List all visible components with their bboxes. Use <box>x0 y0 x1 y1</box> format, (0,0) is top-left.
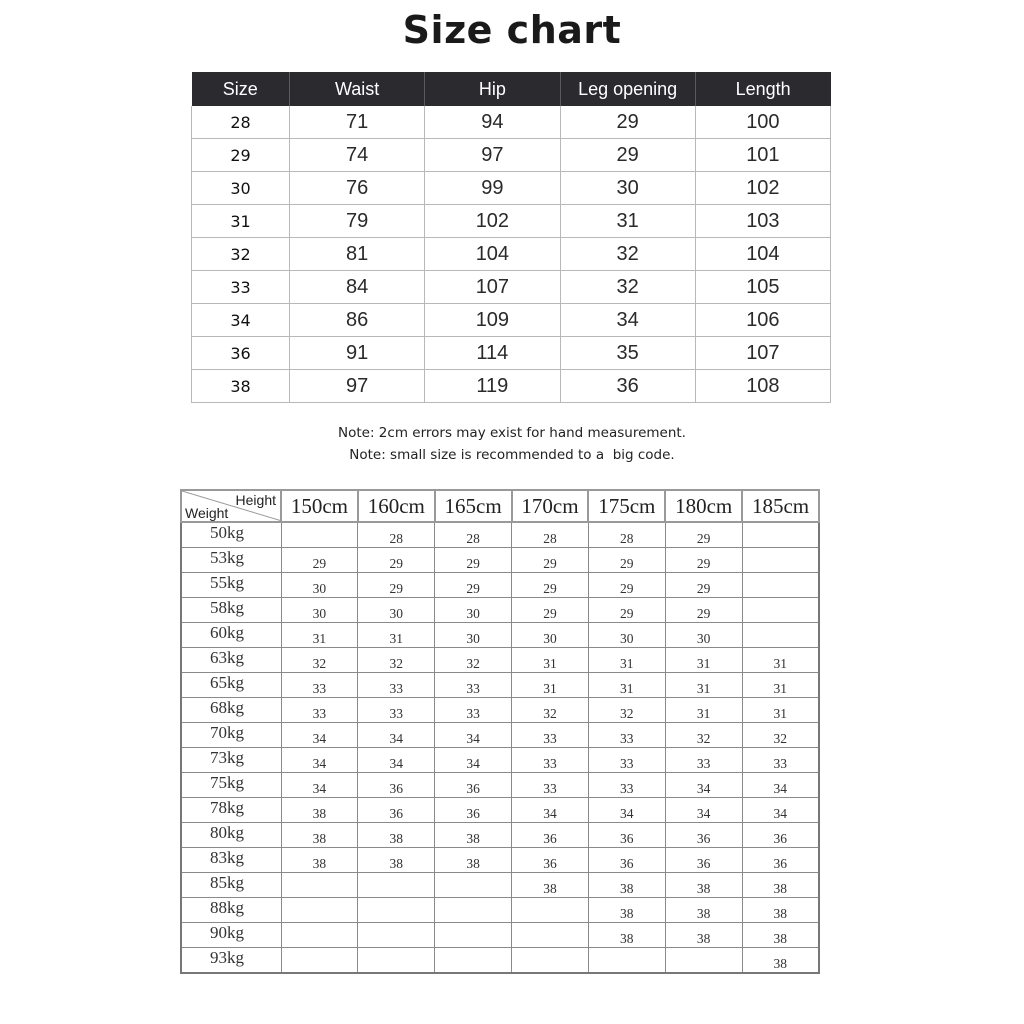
weight-row <box>181 548 819 573</box>
size-cell: 31 <box>192 205 290 238</box>
measurement-cell: 109 <box>425 304 560 337</box>
corner-cell <box>181 490 281 522</box>
measurement-cell: 74 <box>290 139 425 172</box>
measurement-cell: 31 <box>560 205 695 238</box>
height-header-160cm: 160cm <box>358 490 435 522</box>
recommended-size-cell <box>512 923 589 948</box>
recommended-size-cell: 29 <box>358 548 435 573</box>
recommended-size-cell: 38 <box>435 848 512 873</box>
measurement-cell: 99 <box>425 172 560 205</box>
weight-label: 68kg <box>181 698 281 723</box>
header-waist: Waist <box>290 72 425 106</box>
recommended-size-cell: 36 <box>358 773 435 798</box>
recommended-size-cell: 33 <box>435 673 512 698</box>
measurement-cell: 107 <box>695 337 830 370</box>
recommended-size-cell: 31 <box>588 648 665 673</box>
recommended-size-cell: 38 <box>742 948 819 974</box>
recommended-size-cell <box>588 948 665 974</box>
recommended-size-cell: 36 <box>665 823 742 848</box>
recommended-size-cell: 32 <box>665 723 742 748</box>
measurement-cell: 119 <box>425 370 560 403</box>
recommended-size-cell: 34 <box>742 798 819 823</box>
measurement-cell: 103 <box>695 205 830 238</box>
recommended-size-cell: 36 <box>742 823 819 848</box>
height-header-185cm: 185cm <box>742 490 819 522</box>
recommended-size-cell: 28 <box>512 522 589 548</box>
weight-row <box>181 723 819 748</box>
recommended-size-cell: 30 <box>435 598 512 623</box>
measurement-cell: 29 <box>560 139 695 172</box>
recommended-size-cell: 38 <box>588 898 665 923</box>
recommended-size-cell: 36 <box>665 848 742 873</box>
size-cell: 36 <box>192 337 290 370</box>
recommended-size-cell <box>435 898 512 923</box>
height-axis-label: Height <box>235 492 276 508</box>
weight-label: 65kg <box>181 673 281 698</box>
weight-row <box>181 848 819 873</box>
height-header-row <box>181 490 819 522</box>
recommended-size-cell: 38 <box>588 923 665 948</box>
recommended-size-cell <box>281 898 358 923</box>
page-title: Size chart <box>402 8 622 52</box>
weight-label: 55kg <box>181 573 281 598</box>
weight-label: 90kg <box>181 923 281 948</box>
recommended-size-cell: 32 <box>742 723 819 748</box>
recommended-size-cell: 30 <box>435 623 512 648</box>
recommended-size-cell: 30 <box>281 573 358 598</box>
weight-row <box>181 522 819 548</box>
recommended-size-cell: 32 <box>512 698 589 723</box>
recommended-size-cell: 38 <box>281 798 358 823</box>
recommended-size-cell <box>512 948 589 974</box>
recommended-size-cell: 36 <box>588 848 665 873</box>
recommended-size-cell: 36 <box>435 773 512 798</box>
weight-label: 53kg <box>181 548 281 573</box>
recommended-size-cell <box>358 873 435 898</box>
size-row <box>192 304 831 337</box>
recommended-size-cell: 30 <box>588 623 665 648</box>
recommended-size-cell: 29 <box>588 548 665 573</box>
recommended-size-cell <box>665 948 742 974</box>
size-cell: 38 <box>192 370 290 403</box>
recommended-size-cell <box>742 623 819 648</box>
recommended-size-cell: 30 <box>281 598 358 623</box>
size-cell: 33 <box>192 271 290 304</box>
weight-row <box>181 748 819 773</box>
weight-label: 70kg <box>181 723 281 748</box>
size-cell: 32 <box>192 238 290 271</box>
weight-label: 85kg <box>181 873 281 898</box>
recommended-size-cell: 32 <box>588 698 665 723</box>
measurement-cell: 104 <box>695 238 830 271</box>
recommended-size-cell: 34 <box>512 798 589 823</box>
recommended-size-cell: 38 <box>742 923 819 948</box>
recommended-size-cell: 30 <box>512 623 589 648</box>
recommended-size-cell: 28 <box>358 522 435 548</box>
recommended-size-cell: 33 <box>358 673 435 698</box>
recommended-size-cell <box>358 923 435 948</box>
size-cell: 29 <box>192 139 290 172</box>
measurement-cell: 106 <box>695 304 830 337</box>
recommended-size-cell: 29 <box>358 573 435 598</box>
size-row <box>192 106 831 139</box>
recommended-size-cell <box>358 898 435 923</box>
weight-label: 80kg <box>181 823 281 848</box>
weight-axis-label: Weight <box>185 505 229 521</box>
weight-label: 93kg <box>181 948 281 974</box>
size-row <box>192 139 831 172</box>
recommended-size-cell: 30 <box>665 623 742 648</box>
measurement-cell: 91 <box>290 337 425 370</box>
measurement-cell: 36 <box>560 370 695 403</box>
measurement-cell: 97 <box>290 370 425 403</box>
recommended-size-cell: 36 <box>512 848 589 873</box>
weight-rows <box>181 522 819 973</box>
recommended-size-cell: 28 <box>435 522 512 548</box>
weight-row <box>181 923 819 948</box>
recommended-size-cell: 34 <box>665 798 742 823</box>
measurement-cell: 94 <box>425 106 560 139</box>
recommended-size-cell: 31 <box>742 673 819 698</box>
recommended-size-cell: 33 <box>665 748 742 773</box>
measurement-cell: 32 <box>560 238 695 271</box>
size-table-header-row <box>192 72 831 106</box>
weight-row <box>181 673 819 698</box>
recommended-size-cell: 38 <box>358 823 435 848</box>
measurement-cell: 35 <box>560 337 695 370</box>
recommended-size-cell <box>742 522 819 548</box>
recommended-size-cell <box>281 522 358 548</box>
recommended-size-cell <box>742 548 819 573</box>
weight-row <box>181 648 819 673</box>
recommended-size-cell <box>281 923 358 948</box>
size-table-body <box>192 106 831 403</box>
recommended-size-cell <box>435 873 512 898</box>
recommended-size-cell: 29 <box>512 573 589 598</box>
recommended-size-cell: 31 <box>588 673 665 698</box>
measurement-cell: 32 <box>560 271 695 304</box>
recommended-size-cell: 38 <box>742 898 819 923</box>
recommended-size-cell: 34 <box>435 723 512 748</box>
recommended-size-cell <box>435 923 512 948</box>
notes <box>0 422 1024 466</box>
recommended-size-cell: 33 <box>358 698 435 723</box>
recommended-size-cell: 38 <box>742 873 819 898</box>
recommended-size-cell: 38 <box>665 873 742 898</box>
weight-row <box>181 948 819 974</box>
recommended-size-cell <box>742 573 819 598</box>
measurement-cell: 101 <box>695 139 830 172</box>
recommended-size-cell: 34 <box>588 798 665 823</box>
size-row <box>192 370 831 403</box>
recommended-size-cell: 38 <box>588 873 665 898</box>
recommended-size-cell: 31 <box>512 673 589 698</box>
recommended-size-cell: 34 <box>435 748 512 773</box>
recommended-size-cell: 38 <box>512 873 589 898</box>
header-length: Length <box>695 72 830 106</box>
recommended-size-cell: 33 <box>512 773 589 798</box>
measurement-cell: 86 <box>290 304 425 337</box>
recommended-size-cell <box>281 873 358 898</box>
recommended-size-cell: 34 <box>358 723 435 748</box>
recommended-size-cell: 32 <box>358 648 435 673</box>
recommended-size-cell: 36 <box>742 848 819 873</box>
weight-row <box>181 798 819 823</box>
recommended-size-cell: 34 <box>281 748 358 773</box>
measurement-cell: 97 <box>425 139 560 172</box>
size-measurement-table <box>191 72 831 403</box>
recommended-size-cell: 36 <box>512 823 589 848</box>
measurement-cell: 81 <box>290 238 425 271</box>
weight-row <box>181 598 819 623</box>
weight-label: 50kg <box>181 522 281 548</box>
weight-row <box>181 898 819 923</box>
header-hip: Hip <box>425 72 560 106</box>
recommended-size-cell: 33 <box>512 748 589 773</box>
weight-label: 78kg <box>181 798 281 823</box>
recommended-size-cell: 31 <box>742 648 819 673</box>
measurement-cell: 79 <box>290 205 425 238</box>
measurement-cell: 34 <box>560 304 695 337</box>
recommended-size-cell: 38 <box>665 923 742 948</box>
size-row <box>192 337 831 370</box>
measurement-cell: 107 <box>425 271 560 304</box>
measurement-cell: 29 <box>560 106 695 139</box>
weight-row <box>181 873 819 898</box>
height-header-175cm: 175cm <box>588 490 665 522</box>
recommended-size-cell: 28 <box>588 522 665 548</box>
weight-label: 73kg <box>181 748 281 773</box>
recommended-size-cell: 31 <box>281 623 358 648</box>
recommended-size-cell: 29 <box>665 548 742 573</box>
weight-row <box>181 698 819 723</box>
height-header-170cm: 170cm <box>512 490 589 522</box>
header-size: Size <box>192 72 290 106</box>
recommended-size-cell: 31 <box>358 623 435 648</box>
recommended-size-cell: 29 <box>512 598 589 623</box>
measurement-cell: 114 <box>425 337 560 370</box>
recommended-size-cell: 38 <box>281 823 358 848</box>
measurement-cell: 104 <box>425 238 560 271</box>
recommended-size-cell: 33 <box>588 748 665 773</box>
recommended-size-cell: 31 <box>742 698 819 723</box>
weight-row <box>181 823 819 848</box>
measurement-cell: 30 <box>560 172 695 205</box>
recommended-size-cell: 29 <box>588 598 665 623</box>
measurement-cell: 105 <box>695 271 830 304</box>
recommended-size-cell: 33 <box>512 723 589 748</box>
size-cell: 28 <box>192 106 290 139</box>
recommended-size-cell: 31 <box>665 648 742 673</box>
size-row <box>192 172 831 205</box>
recommended-size-cell: 38 <box>358 848 435 873</box>
recommended-size-cell: 33 <box>281 673 358 698</box>
height-weight-size-table <box>180 489 820 974</box>
measurement-cell: 76 <box>290 172 425 205</box>
measurement-cell: 102 <box>695 172 830 205</box>
recommended-size-cell <box>742 598 819 623</box>
recommended-size-cell: 32 <box>435 648 512 673</box>
weight-label: 75kg <box>181 773 281 798</box>
size-row <box>192 205 831 238</box>
recommended-size-cell: 29 <box>512 548 589 573</box>
measurement-cell: 102 <box>425 205 560 238</box>
recommended-size-cell: 29 <box>435 548 512 573</box>
recommended-size-cell: 36 <box>358 798 435 823</box>
weight-row <box>181 623 819 648</box>
recommended-size-cell: 38 <box>665 898 742 923</box>
recommended-size-cell: 33 <box>588 723 665 748</box>
note-size-recommendation: Note: small size is recommended to a big code. <box>349 447 675 463</box>
height-header-165cm: 165cm <box>435 490 512 522</box>
measurement-cell: 84 <box>290 271 425 304</box>
recommended-size-cell: 29 <box>665 522 742 548</box>
recommended-size-cell: 29 <box>665 598 742 623</box>
recommended-size-cell: 29 <box>435 573 512 598</box>
weight-label: 58kg <box>181 598 281 623</box>
recommended-size-cell: 33 <box>588 773 665 798</box>
recommended-size-cell: 29 <box>588 573 665 598</box>
recommended-size-cell: 31 <box>512 648 589 673</box>
note-hand-measurement: Note: 2cm errors may exist for hand measurement. <box>338 425 686 441</box>
size-row <box>192 271 831 304</box>
recommended-size-cell: 38 <box>435 823 512 848</box>
measurement-cell: 100 <box>695 106 830 139</box>
size-row <box>192 238 831 271</box>
recommended-size-cell <box>281 948 358 974</box>
recommended-size-cell: 31 <box>665 698 742 723</box>
weight-label: 83kg <box>181 848 281 873</box>
height-header-150cm: 150cm <box>281 490 358 522</box>
recommended-size-cell: 30 <box>358 598 435 623</box>
recommended-size-cell: 32 <box>281 648 358 673</box>
weight-row <box>181 773 819 798</box>
recommended-size-cell: 38 <box>281 848 358 873</box>
recommended-size-cell <box>435 948 512 974</box>
size-cell: 34 <box>192 304 290 337</box>
measurement-cell: 71 <box>290 106 425 139</box>
recommended-size-cell: 34 <box>665 773 742 798</box>
header-leg-opening: Leg opening <box>560 72 695 106</box>
recommended-size-cell: 34 <box>358 748 435 773</box>
recommended-size-cell: 33 <box>281 698 358 723</box>
recommended-size-cell: 34 <box>281 773 358 798</box>
weight-label: 88kg <box>181 898 281 923</box>
recommended-size-cell: 29 <box>665 573 742 598</box>
recommended-size-cell: 31 <box>665 673 742 698</box>
weight-row <box>181 573 819 598</box>
measurement-cell: 108 <box>695 370 830 403</box>
recommended-size-cell: 29 <box>281 548 358 573</box>
recommended-size-cell: 36 <box>435 798 512 823</box>
weight-label: 60kg <box>181 623 281 648</box>
weight-label: 63kg <box>181 648 281 673</box>
recommended-size-cell: 33 <box>742 748 819 773</box>
recommended-size-cell: 33 <box>435 698 512 723</box>
recommended-size-cell: 34 <box>742 773 819 798</box>
recommended-size-cell: 34 <box>281 723 358 748</box>
recommended-size-cell <box>358 948 435 974</box>
recommended-size-cell: 36 <box>588 823 665 848</box>
height-header-180cm: 180cm <box>665 490 742 522</box>
size-cell: 30 <box>192 172 290 205</box>
recommended-size-cell <box>512 898 589 923</box>
